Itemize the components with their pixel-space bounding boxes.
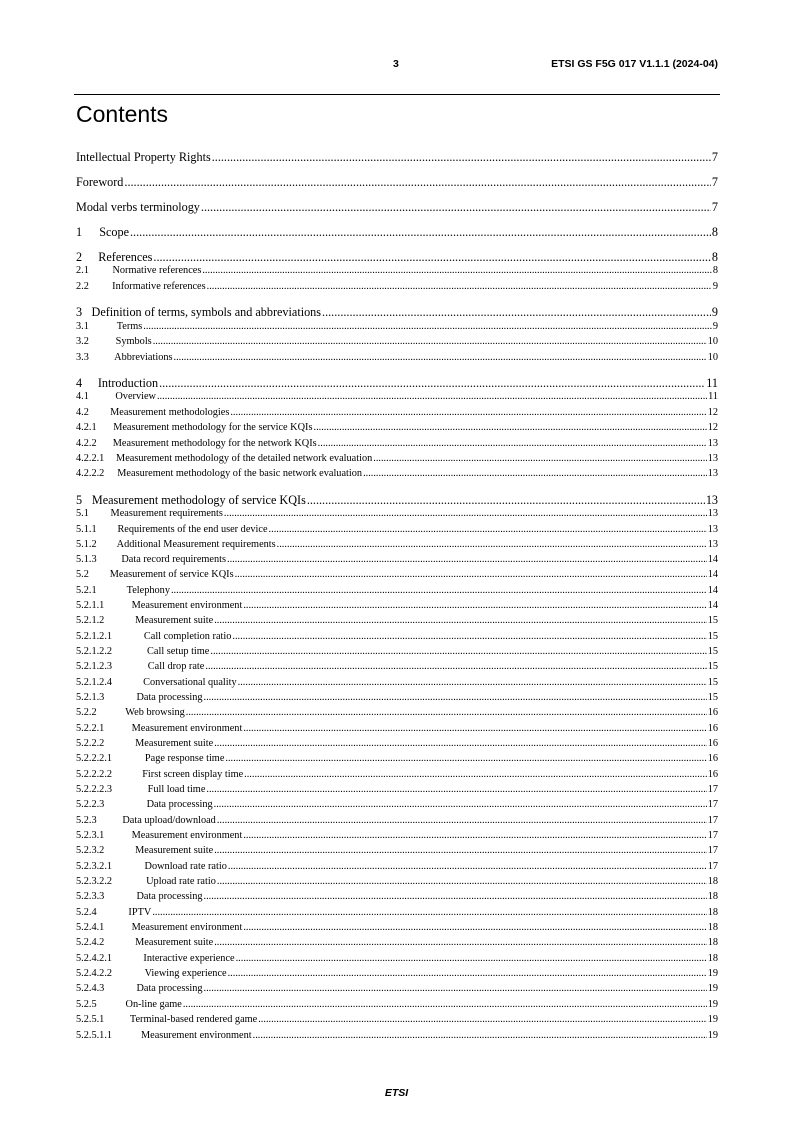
toc-entry-title: Informative references	[112, 281, 206, 292]
toc-entry-page: 14	[707, 585, 718, 596]
toc-leader-dots	[244, 769, 707, 780]
toc-entry-title: Measurement methodology for the network KQIs	[112, 438, 317, 449]
toc-entry-page: 11	[708, 391, 718, 402]
toc-entry-page: 17	[707, 830, 718, 841]
toc-entry-title: Measurement environment	[140, 1030, 252, 1041]
toc-entry-number: 5.2.3	[76, 815, 97, 826]
toc-entry-number: 5.2.2.2	[76, 738, 105, 749]
toc-entry-title: Measurement requirements	[110, 508, 223, 519]
toc-entry-page: 16	[707, 723, 718, 734]
toc-entry-title: Requirements of the end user device	[117, 524, 268, 535]
toc-entry-title: Measurement suite	[135, 615, 214, 626]
toc-entry-number: 5.2.1	[76, 585, 97, 596]
toc-entry-title: Measurement environment	[131, 922, 243, 933]
toc-entry-page: 14	[707, 569, 718, 580]
toc-entry[interactable]	[76, 861, 718, 874]
toc-entry-number: 5.2.4.2	[76, 937, 105, 948]
toc-entry-page: 19	[707, 1030, 718, 1041]
toc-entry-title: Measurement methodology of service KQIs	[91, 493, 306, 507]
toc-entry-page: 19	[707, 983, 718, 994]
toc-entry-title: Data record requirements	[121, 554, 226, 565]
toc-entry-number: 5.2.2.2.1	[76, 753, 113, 764]
toc-entry-title: Measurement methodology of the basic network evaluation	[117, 468, 363, 479]
toc-entry-title: Terms	[116, 321, 143, 332]
toc-leader-dots	[228, 968, 707, 979]
toc-entry-page: 13	[707, 539, 718, 550]
toc-leader-dots	[277, 539, 707, 550]
toc-entry[interactable]	[76, 830, 718, 843]
toc-entry-page: 7	[711, 150, 718, 164]
toc-entry-title: Introduction	[97, 376, 159, 390]
toc-entry-number: 5.2.2.1	[76, 723, 105, 734]
toc-entry-number: 5.2.1.2	[76, 615, 105, 626]
toc-entry-number: 5.1.1	[76, 524, 97, 535]
toc-entry-title: Measurement environment	[131, 830, 243, 841]
toc-entry-page: 12	[707, 407, 718, 418]
toc-entry-number: 5.2.2.2.2	[76, 769, 113, 780]
toc-entry-title: Measurement suite	[135, 937, 214, 948]
toc-entry-number: 3.1	[76, 321, 89, 332]
toc-entry-number: 5.2.5.1.1	[76, 1030, 113, 1041]
toc-entry-number: 5.2.5	[76, 999, 97, 1010]
toc-entry-page: 14	[707, 554, 718, 565]
toc-entry-number: 5.2.3.2	[76, 845, 105, 856]
toc-entry-number: 5.2.4.3	[76, 983, 105, 994]
toc-entry[interactable]	[76, 305, 718, 321]
toc-entry-title: Web browsing	[125, 707, 185, 718]
toc-entry[interactable]	[76, 225, 718, 241]
toc-entry[interactable]	[76, 799, 718, 812]
toc-entry[interactable]	[76, 200, 718, 216]
toc-entry[interactable]	[76, 493, 718, 509]
toc-entry-page: 13	[707, 508, 718, 519]
toc-entry-title: Definition of terms, symbols and abbreviations	[91, 305, 322, 319]
toc-leader-dots	[236, 953, 707, 964]
toc-leader-dots	[225, 753, 706, 764]
toc-leader-dots	[204, 692, 707, 703]
toc-entry[interactable]	[76, 845, 718, 858]
toc-entry[interactable]	[76, 738, 718, 751]
toc-entry-page: 9	[712, 281, 718, 292]
toc-leader-dots	[307, 493, 705, 508]
toc-entry-title: Measurement suite	[135, 845, 214, 856]
toc-leader-dots	[143, 321, 712, 332]
toc-entry[interactable]	[76, 692, 718, 705]
toc-entry[interactable]	[76, 585, 718, 598]
toc-entry[interactable]	[76, 707, 718, 720]
toc-entry[interactable]	[76, 876, 718, 889]
toc-leader-dots	[227, 554, 707, 565]
toc-leader-dots	[201, 200, 711, 215]
toc-entry-number: 4	[76, 376, 83, 390]
toc-leader-dots	[243, 830, 706, 841]
toc-entry-page: 17	[707, 799, 718, 810]
toc-entry-page: 16	[707, 769, 718, 780]
toc-entry-page: 18	[707, 907, 718, 918]
toc-entry-number: 5.2.4.1	[76, 922, 105, 933]
toc-entry-title: Measurement methodologies	[110, 407, 230, 418]
toc-leader-dots	[214, 615, 706, 626]
toc-entry-number: 5.2.5.1	[76, 1014, 105, 1025]
toc-entry-title: Page response time	[144, 753, 225, 764]
toc-leader-dots	[183, 999, 707, 1010]
toc-leader-dots	[235, 569, 707, 580]
toc-leader-dots	[153, 336, 707, 347]
toc-entry-page: 18	[707, 922, 718, 933]
toc-entry[interactable]	[76, 175, 718, 191]
toc-leader-dots	[202, 265, 711, 276]
toc-entry-page: 17	[707, 845, 718, 856]
toc-entry-title: References	[98, 250, 153, 264]
toc-entry-title: Measurement of service KQIs	[109, 569, 234, 580]
toc-entry[interactable]	[76, 569, 718, 582]
toc-entry-page: 15	[707, 615, 718, 626]
toc-entry[interactable]	[76, 937, 718, 950]
toc-entry-page: 9	[711, 305, 718, 319]
toc-entry-number: 4.1	[76, 391, 89, 402]
toc-entry-title: Symbols	[115, 336, 152, 347]
toc-entry[interactable]	[76, 815, 718, 828]
toc-leader-dots	[157, 391, 707, 402]
toc-leader-dots	[217, 815, 707, 826]
toc-leader-dots	[243, 723, 706, 734]
toc-entry-page: 16	[707, 753, 718, 764]
toc-leader-dots	[206, 784, 706, 795]
toc-entry-title: Data processing	[146, 799, 213, 810]
toc-leader-dots	[253, 1030, 707, 1041]
toc-leader-dots	[214, 845, 706, 856]
toc-entry-number: 4.2.1	[76, 422, 97, 433]
toc-leader-dots	[212, 150, 711, 165]
header-rule	[74, 94, 720, 95]
toc-entry-title: Measurement methodology of the detailed network evaluation	[116, 453, 373, 464]
toc-leader-dots	[130, 225, 711, 240]
toc-entry[interactable]	[76, 968, 718, 981]
toc-entry-title: Upload rate ratio	[146, 876, 216, 887]
toc-entry[interactable]	[76, 422, 718, 435]
toc-entry-page: 13	[707, 524, 718, 535]
toc-entry-title: Viewing experience	[144, 968, 227, 979]
toc-leader-dots	[217, 876, 707, 887]
toc-leader-dots	[205, 661, 706, 672]
toc-entry[interactable]	[76, 352, 718, 365]
toc-entry[interactable]	[76, 953, 718, 966]
toc-leader-dots	[174, 352, 707, 363]
toc-leader-dots	[373, 453, 706, 464]
toc-leader-dots	[318, 438, 707, 449]
toc-entry[interactable]	[76, 336, 718, 349]
toc-entry-number: 3.3	[76, 352, 89, 363]
toc-entry[interactable]	[76, 321, 718, 334]
toc-entry[interactable]	[76, 922, 718, 935]
toc-entry-number: 5.2.1.1	[76, 600, 105, 611]
toc-entry-title: IPTV	[128, 907, 152, 918]
toc-entry[interactable]	[76, 554, 718, 567]
toc-entry-number: 4.2.2	[76, 438, 97, 449]
toc-entry-title: Call setup time	[147, 646, 210, 657]
toc-leader-dots	[258, 1014, 706, 1025]
toc-entry[interactable]	[76, 723, 718, 736]
toc-entry-title: Abbreviations	[114, 352, 173, 363]
toc-entry-number: 5.2.4.2.2	[76, 968, 113, 979]
toc-entry-page: 15	[707, 692, 718, 703]
toc-entry-number: 5.2.3.3	[76, 891, 105, 902]
toc-entry[interactable]	[76, 631, 718, 644]
toc-entry-number: 1	[76, 225, 83, 239]
toc-entry-number: 2.2	[76, 281, 89, 292]
toc-entry-page: 14	[707, 600, 718, 611]
toc-entry[interactable]	[76, 250, 718, 266]
toc-entry[interactable]	[76, 524, 718, 537]
toc-leader-dots	[238, 677, 707, 688]
toc-entry[interactable]	[76, 376, 718, 392]
toc-entry-title: Call drop rate	[147, 661, 205, 672]
toc-leader-dots	[186, 707, 707, 718]
toc-entry[interactable]	[76, 438, 718, 451]
toc-entry-number: 5.2.4	[76, 907, 97, 918]
toc-leader-dots	[230, 407, 706, 418]
toc-entry-title: Data processing	[136, 692, 203, 703]
toc-entry-page: 13	[707, 438, 718, 449]
toc-entry-page: 17	[707, 784, 718, 795]
toc-entry[interactable]	[76, 468, 718, 481]
toc-entry[interactable]	[76, 539, 718, 552]
toc-entry-page: 10	[707, 336, 718, 347]
toc-entry-title: Measurement environment	[131, 723, 243, 734]
toc-leader-dots	[153, 250, 711, 265]
toc-leader-dots	[322, 305, 711, 320]
toc-entry-number: 5.2.2	[76, 707, 97, 718]
toc-entry-title: Terminal-based rendered game	[129, 1014, 258, 1025]
toc-entry-title: Measurement environment	[131, 600, 243, 611]
toc-entry-number: 5.2.1.3	[76, 692, 105, 703]
toc-entry-page: 13	[705, 493, 718, 507]
toc-entry[interactable]	[76, 753, 718, 766]
toc-entry[interactable]	[76, 661, 718, 674]
toc-entry-page: 19	[707, 1014, 718, 1025]
toc-leader-dots	[228, 861, 707, 872]
toc-entry-number: 5.2.4.2.1	[76, 953, 113, 964]
toc-entry-page: 18	[707, 937, 718, 948]
toc-entry[interactable]	[76, 453, 718, 466]
toc-entry[interactable]	[76, 769, 718, 782]
toc-entry-number: 5.2.1.2.3	[76, 661, 113, 672]
toc-entry-page: 16	[707, 707, 718, 718]
toc-entry-title: Interactive experience	[143, 953, 235, 964]
toc-entry-page: 8	[711, 225, 718, 239]
page-header	[76, 58, 718, 74]
toc-entry-number: 4.2.2.1	[76, 453, 105, 464]
toc-entry-number: 4.2	[76, 407, 89, 418]
toc-entry-title: Measurement methodology for the service KQIs	[113, 422, 313, 433]
toc-entry-number: 5.2	[76, 569, 89, 580]
toc-entry-number: 2	[76, 250, 83, 264]
toc-leader-dots	[204, 983, 707, 994]
toc-entry-page: 15	[707, 661, 718, 672]
toc-leader-dots	[214, 937, 706, 948]
toc-entry-number: 3	[76, 305, 83, 319]
toc-entry[interactable]	[76, 615, 718, 628]
page-footer: ETSI	[384, 1087, 409, 1099]
toc-entry-title: Additional Measurement requirements	[116, 539, 276, 550]
toc-entry-number: 3.2	[76, 336, 89, 347]
toc-leader-dots	[224, 508, 707, 519]
toc-entry-page: 15	[707, 646, 718, 657]
page-number: 3	[393, 58, 399, 70]
toc-entry[interactable]	[76, 281, 718, 294]
toc-leader-dots	[314, 422, 707, 433]
toc-entry-number: 5.2.2.3	[76, 799, 105, 810]
toc-leader-dots	[204, 891, 707, 902]
toc-leader-dots	[152, 907, 706, 918]
toc-entry[interactable]	[76, 891, 718, 904]
toc-entry-page: 17	[707, 861, 718, 872]
toc-entry-title: Overview	[115, 391, 156, 402]
toc-entry-title: Download rate ratio	[144, 861, 227, 872]
toc-entry-page: 7	[711, 175, 718, 189]
toc-entry-page: 15	[707, 631, 718, 642]
toc-entry-number: 5.2.1.2.1	[76, 631, 113, 642]
toc-leader-dots	[232, 631, 706, 642]
toc-entry-title: Call completion ratio	[143, 631, 232, 642]
toc-entry-title: Intellectual Property Rights	[76, 150, 211, 164]
toc-entry[interactable]	[76, 646, 718, 659]
toc-leader-dots	[243, 922, 706, 933]
toc-entry-title: Data processing	[136, 983, 203, 994]
toc-entry-page: 11	[706, 376, 718, 390]
toc-entry-number: 5.2.1.2.2	[76, 646, 113, 657]
toc-entry-title: On-line game	[125, 999, 182, 1010]
toc-entry-page: 19	[707, 968, 718, 979]
toc-entry-number: 5.1.3	[76, 554, 97, 565]
toc-entry-page: 18	[707, 953, 718, 964]
toc-entry-title: Normative references	[112, 265, 202, 276]
toc-entry[interactable]	[76, 265, 718, 278]
toc-entry-page: 15	[707, 677, 718, 688]
toc-entry-title: First screen display time	[142, 769, 244, 780]
toc-leader-dots	[214, 738, 706, 749]
page-title: Contents	[76, 101, 169, 127]
toc-leader-dots	[210, 646, 706, 657]
toc-leader-dots	[214, 799, 707, 810]
toc-entry-number: 4.2.2.2	[76, 468, 105, 479]
toc-entry-title: Foreword	[76, 175, 124, 189]
toc-entry-number: 5	[76, 493, 83, 507]
toc-entry-page: 12	[707, 422, 718, 433]
toc-entry[interactable]	[76, 600, 718, 613]
toc-entry-title: Data upload/download	[122, 815, 216, 826]
document-id: ETSI GS F5G 017 V1.1.1 (2024-04)	[551, 58, 718, 70]
toc-entry-page: 19	[707, 999, 718, 1010]
toc-entry-page: 13	[707, 468, 718, 479]
toc-entry-page: 13	[707, 453, 718, 464]
toc-leader-dots	[269, 524, 707, 535]
toc-entry-title: Data processing	[136, 891, 203, 902]
toc-entry-number: 5.2.2.2.3	[76, 784, 113, 795]
toc-leader-dots	[124, 175, 711, 190]
toc-entry-page: 9	[712, 321, 718, 332]
toc-entry-page: 17	[707, 815, 718, 826]
toc-entry-page: 10	[707, 352, 718, 363]
toc-entry[interactable]	[76, 1014, 718, 1027]
toc-leader-dots	[159, 376, 705, 391]
toc-leader-dots	[207, 281, 712, 292]
toc-entry-page: 18	[707, 876, 718, 887]
toc-entry[interactable]	[76, 391, 718, 404]
toc-entry-title: Measurement suite	[135, 738, 214, 749]
toc-entry-title: Telephony	[126, 585, 170, 596]
toc-entry-page: 16	[707, 738, 718, 749]
toc-entry[interactable]	[76, 508, 718, 521]
toc-entry-number: 5.2.1.2.4	[76, 677, 113, 688]
toc-entry[interactable]	[76, 677, 718, 690]
toc-entry-number: 5.2.3.1	[76, 830, 105, 841]
toc-entry-number: 5.2.3.2.1	[76, 861, 113, 872]
toc-entry[interactable]	[76, 1030, 718, 1043]
toc-entry-page: 7	[711, 200, 718, 214]
toc-entry-number: 5.1.2	[76, 539, 97, 550]
toc-entry-page: 18	[707, 891, 718, 902]
toc-entry[interactable]	[76, 907, 718, 920]
toc-entry[interactable]	[76, 999, 718, 1012]
toc-entry[interactable]	[76, 150, 718, 166]
toc-entry-title: Modal verbs terminology	[76, 200, 200, 214]
toc-leader-dots	[243, 600, 706, 611]
toc-entry[interactable]	[76, 983, 718, 996]
toc-entry-title: Conversational quality	[143, 677, 237, 688]
toc-leader-dots	[171, 585, 707, 596]
toc-entry-page: 8	[711, 250, 718, 264]
toc-entry-page: 8	[712, 265, 718, 276]
toc-entry[interactable]	[76, 407, 718, 420]
toc-leader-dots	[363, 468, 707, 479]
toc-entry-number: 2.1	[76, 265, 89, 276]
toc-entry-number: 5.2.3.2.2	[76, 876, 113, 887]
toc-entry-title: Scope	[99, 225, 129, 239]
toc-entry[interactable]	[76, 784, 718, 797]
toc-entry-title: Full load time	[147, 784, 206, 795]
toc-entry-number: 5.1	[76, 508, 89, 519]
